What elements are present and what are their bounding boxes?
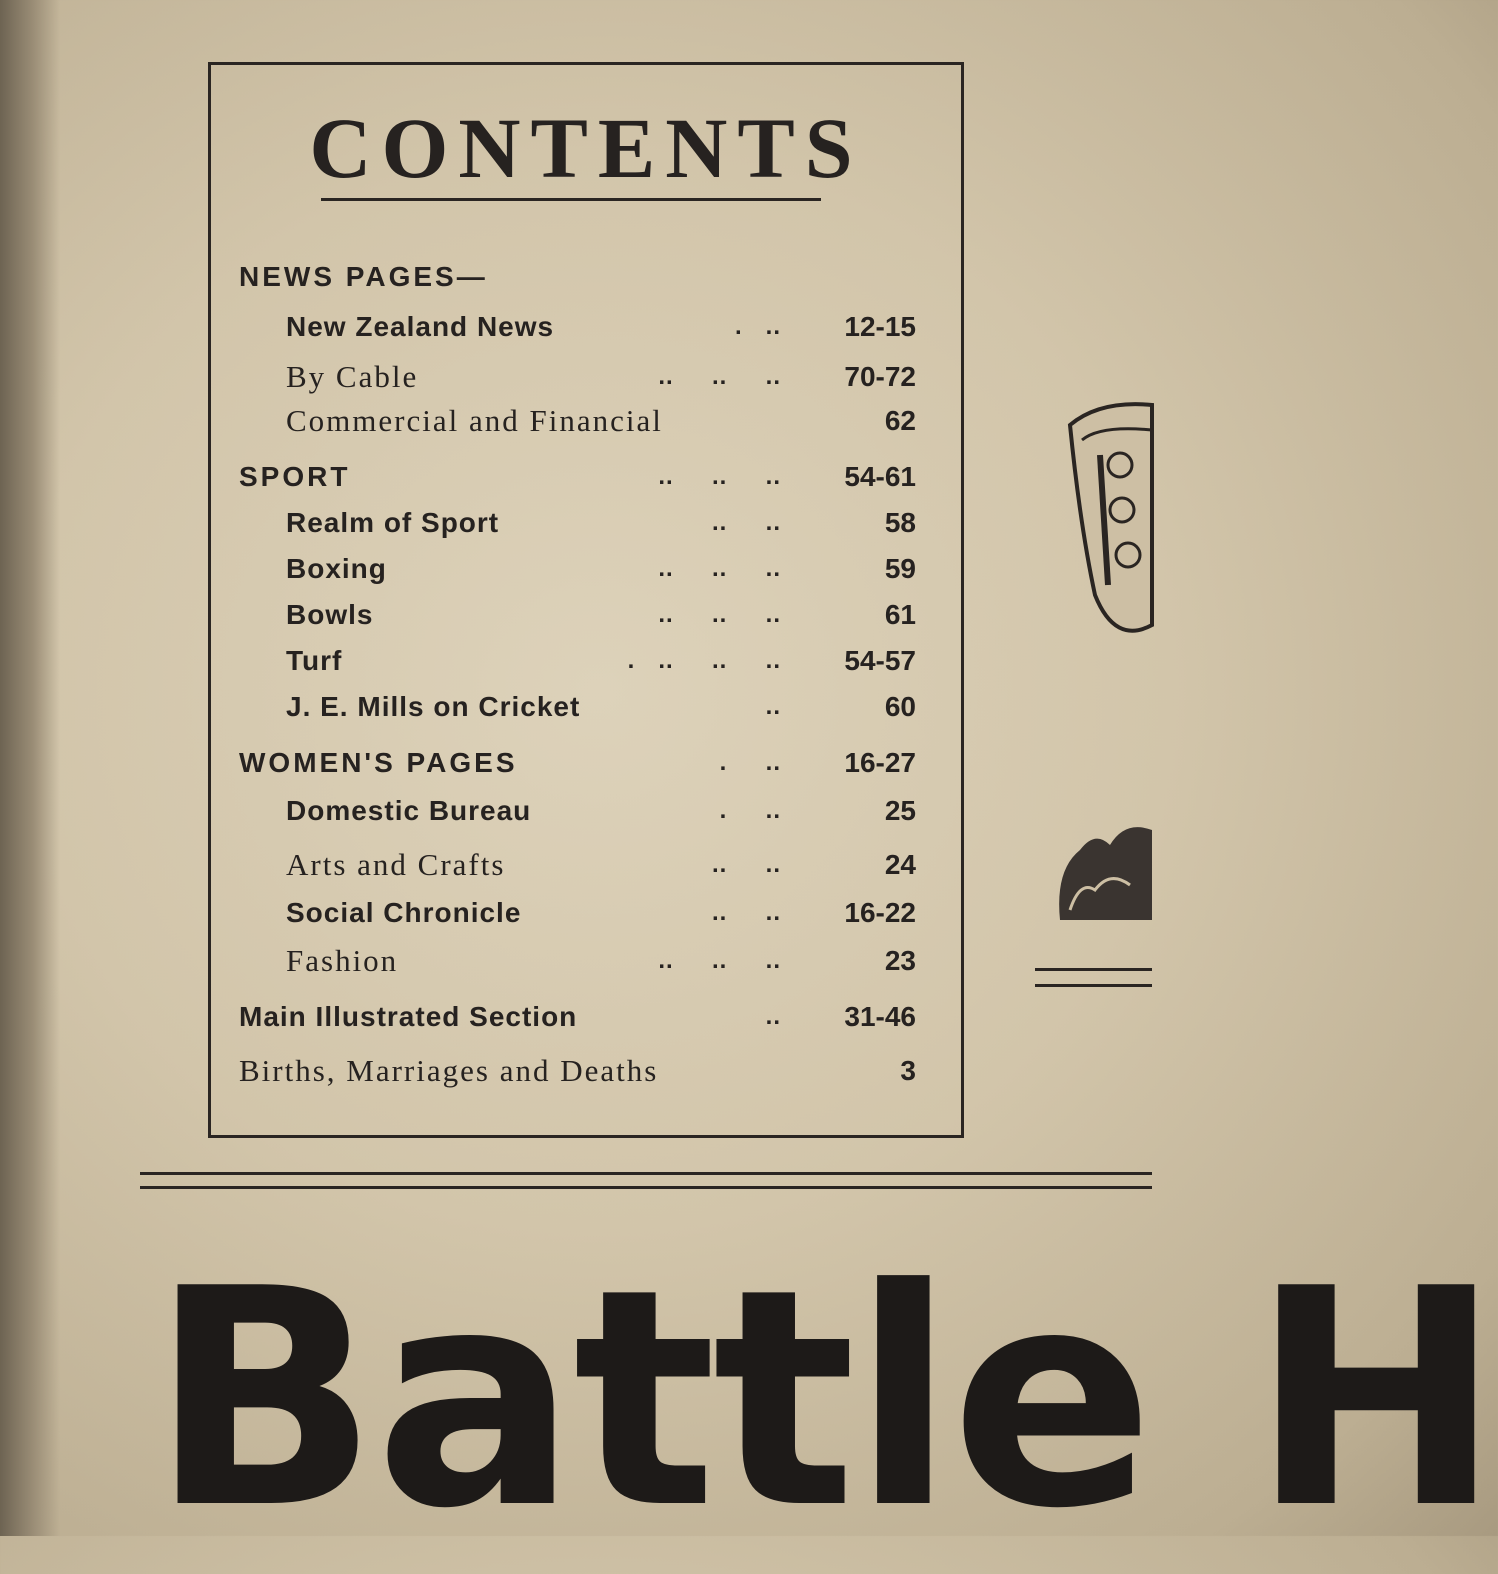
leader-dots: .. .. .. (658, 463, 781, 490)
entry-page-number: 70-72 (844, 361, 916, 392)
entry-label: WOMEN'S PAGES (239, 747, 518, 778)
entry-page-number: 24 (884, 849, 916, 880)
entry-page-number: 23 (884, 945, 916, 976)
leader-dots: . .. (719, 797, 781, 824)
leader-dots: .. .. .. (658, 601, 781, 628)
entry-page-number: 61 (884, 599, 916, 630)
leader-dots: .. .. .. (658, 363, 781, 390)
entry-label: NEWS PAGES— (239, 261, 488, 292)
entry-label: By Cable (286, 359, 419, 394)
title-underline (321, 198, 821, 201)
contents-entry (286, 891, 916, 935)
entry-label: New Zealand News (286, 311, 555, 342)
leader-dots: .. .. .. (658, 555, 781, 582)
entry-page-number: 16-27 (844, 747, 916, 778)
entry-page-number: 59 (884, 553, 916, 584)
entry-label: Births, Marriages and Deaths (239, 1053, 659, 1088)
entry-label: J. E. Mills on Cricket (286, 691, 581, 722)
page-edge-shadow (0, 0, 60, 1536)
entry-page-number: 60 (884, 691, 916, 722)
leader-dots: .. .. .. (658, 947, 781, 974)
entry-page-number: 12-15 (844, 311, 916, 342)
entry-label: Main Illustrated Section (239, 1001, 578, 1032)
contents-title: CONTENTS (309, 100, 863, 196)
contents-box (208, 62, 964, 1138)
leader-dots: . .. (719, 749, 781, 776)
separator-rule-top (140, 1172, 1152, 1175)
entry-page-number: 16-22 (844, 897, 916, 928)
entry-page-number: 25 (884, 795, 916, 826)
entry-label: Boxing (286, 553, 387, 584)
right-rule-bottom (1035, 984, 1152, 987)
leader-dots: .. .. (711, 899, 781, 926)
leader-dots: .. .. (711, 851, 781, 878)
leader-dots: .. (765, 1003, 781, 1030)
contents-entry (286, 639, 916, 683)
entry-page-number: 31-46 (844, 1001, 916, 1032)
contents-entry (239, 455, 916, 499)
leader-dots: .. (765, 693, 781, 720)
contents-entry (286, 501, 916, 545)
contents-entry (286, 547, 916, 591)
entry-page-number: 54-61 (844, 461, 916, 492)
leader-dots: .. .. (711, 509, 781, 536)
entry-label: Realm of Sport (286, 507, 500, 538)
entry-label: Bowls (286, 599, 374, 630)
entry-label: Turf (286, 645, 343, 676)
contents-entry (239, 995, 916, 1039)
entry-label: Domestic Bureau (286, 795, 532, 826)
contents-entry (286, 939, 916, 983)
entry-page-number: 62 (884, 405, 916, 436)
contents-entry (239, 741, 916, 785)
entry-page-number: 58 (884, 507, 916, 538)
contents-entry (286, 593, 916, 637)
contents-entry (286, 399, 916, 443)
entry-page-number: 54-57 (844, 645, 916, 676)
entry-label: Arts and Crafts (286, 847, 506, 882)
small-illustration (1050, 810, 1152, 930)
entry-label: Fashion (286, 943, 399, 978)
contents-entry (239, 1049, 916, 1093)
contents-entry (286, 305, 916, 349)
contents-entry (286, 355, 916, 399)
separator-rule-bottom (140, 1186, 1152, 1189)
entry-label: Commercial and Financial (286, 403, 663, 438)
contents-entry (239, 255, 916, 299)
right-rule-top (1035, 968, 1152, 971)
contents-entry (286, 685, 916, 729)
contents-entry (286, 789, 916, 833)
contents-entry (286, 843, 916, 887)
entry-label: SPORT (239, 461, 351, 492)
ornamental-illustration (1060, 395, 1152, 655)
leader-dots: . .. .. .. (627, 647, 781, 674)
leader-dots: . .. (734, 313, 781, 340)
entry-page-number: 3 (900, 1055, 916, 1086)
headline: Battle H (150, 1225, 1498, 1574)
entry-label: Social Chronicle (286, 897, 522, 928)
